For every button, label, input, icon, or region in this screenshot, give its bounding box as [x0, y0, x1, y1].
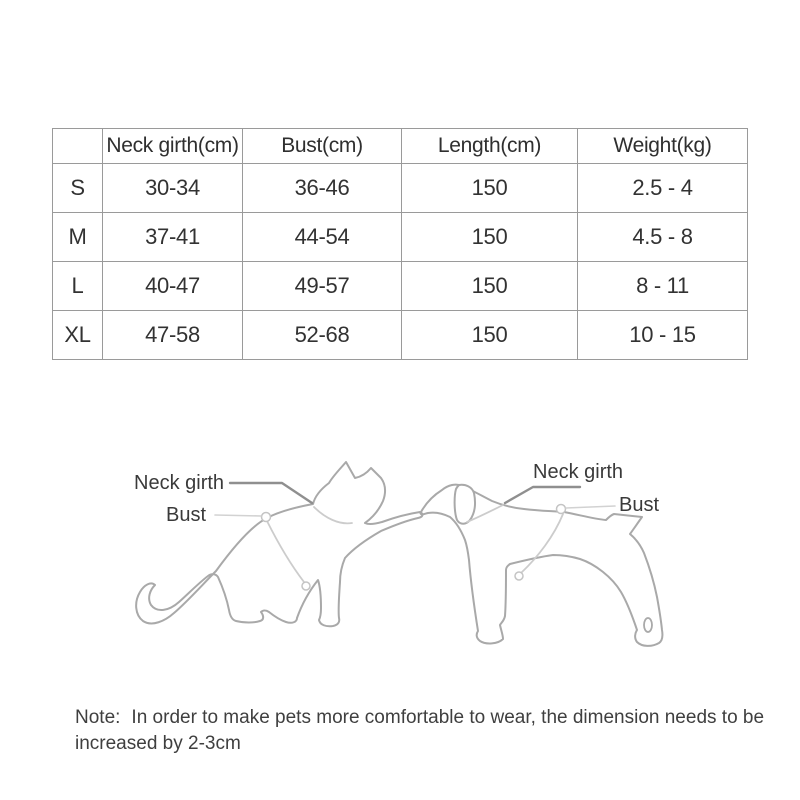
- dog-bust-label: Bust: [619, 494, 660, 516]
- neck-girth-value: 40-47: [103, 262, 243, 311]
- dog-ear: [455, 485, 475, 524]
- table-header-row: [53, 129, 748, 164]
- bust-value: 44-54: [243, 213, 402, 262]
- dog-strap-ring: [515, 572, 523, 580]
- neck-girth-value: 47-58: [103, 311, 243, 360]
- bust-value: 52-68: [243, 311, 402, 360]
- cat-harness-strap: [267, 521, 304, 582]
- cat-strap-ring: [302, 582, 310, 590]
- dog-leg-marking: [644, 618, 652, 632]
- header-cell-weight: Weight(kg): [578, 129, 748, 164]
- size-label: M: [53, 213, 103, 262]
- header-cell-bust: Bust(cm): [243, 129, 402, 164]
- length-value: 150: [402, 262, 578, 311]
- weight-value: 10 - 15: [578, 311, 748, 360]
- length-value: 150: [402, 213, 578, 262]
- cat-collar-line: [314, 507, 352, 523]
- header-cell-size: [53, 129, 103, 164]
- cat-neck-girth-label: Neck girth: [134, 472, 225, 494]
- dog-neck-girth-pointer: [505, 487, 580, 503]
- table-row-xl: [53, 311, 748, 360]
- note-line1: In order to make pets more comfortable to wear, the dimension needs to be: [131, 707, 765, 728]
- note-prefix: Note:: [75, 707, 121, 728]
- dog-harness-strap: [521, 514, 563, 573]
- table-row-s: [53, 164, 748, 213]
- cat-bust-ring: [262, 513, 271, 522]
- bust-value: 49-57: [243, 262, 402, 311]
- weight-value: 2.5 - 4: [578, 164, 748, 213]
- weight-value: 8 - 11: [578, 262, 748, 311]
- neck-girth-value: 30-34: [103, 164, 243, 213]
- size-label: XL: [53, 311, 103, 360]
- dog-bust-ring: [557, 505, 566, 514]
- length-value: 150: [402, 311, 578, 360]
- size-label: S: [53, 164, 103, 213]
- table-row-l: [53, 262, 748, 311]
- size-label: L: [53, 262, 103, 311]
- dog-neck-girth-label: Neck girth: [533, 461, 624, 483]
- weight-value: 4.5 - 8: [578, 213, 748, 262]
- note-text: [75, 705, 775, 757]
- header-cell-length: Length(cm): [402, 129, 578, 164]
- dog-bust-pointer: [566, 506, 615, 508]
- table-row-m: [53, 213, 748, 262]
- size-chart-table: [52, 128, 748, 360]
- note-line2: increased by 2-3cm: [75, 733, 241, 754]
- cat-bust-pointer: [215, 515, 261, 516]
- header-cell-neck-girth: Neck girth(cm): [103, 129, 243, 164]
- cat-neck-girth-pointer: [230, 483, 312, 503]
- cat-bust-label: Bust: [166, 504, 207, 526]
- bust-value: 36-46: [243, 164, 402, 213]
- neck-girth-value: 37-41: [103, 213, 243, 262]
- length-value: 150: [402, 164, 578, 213]
